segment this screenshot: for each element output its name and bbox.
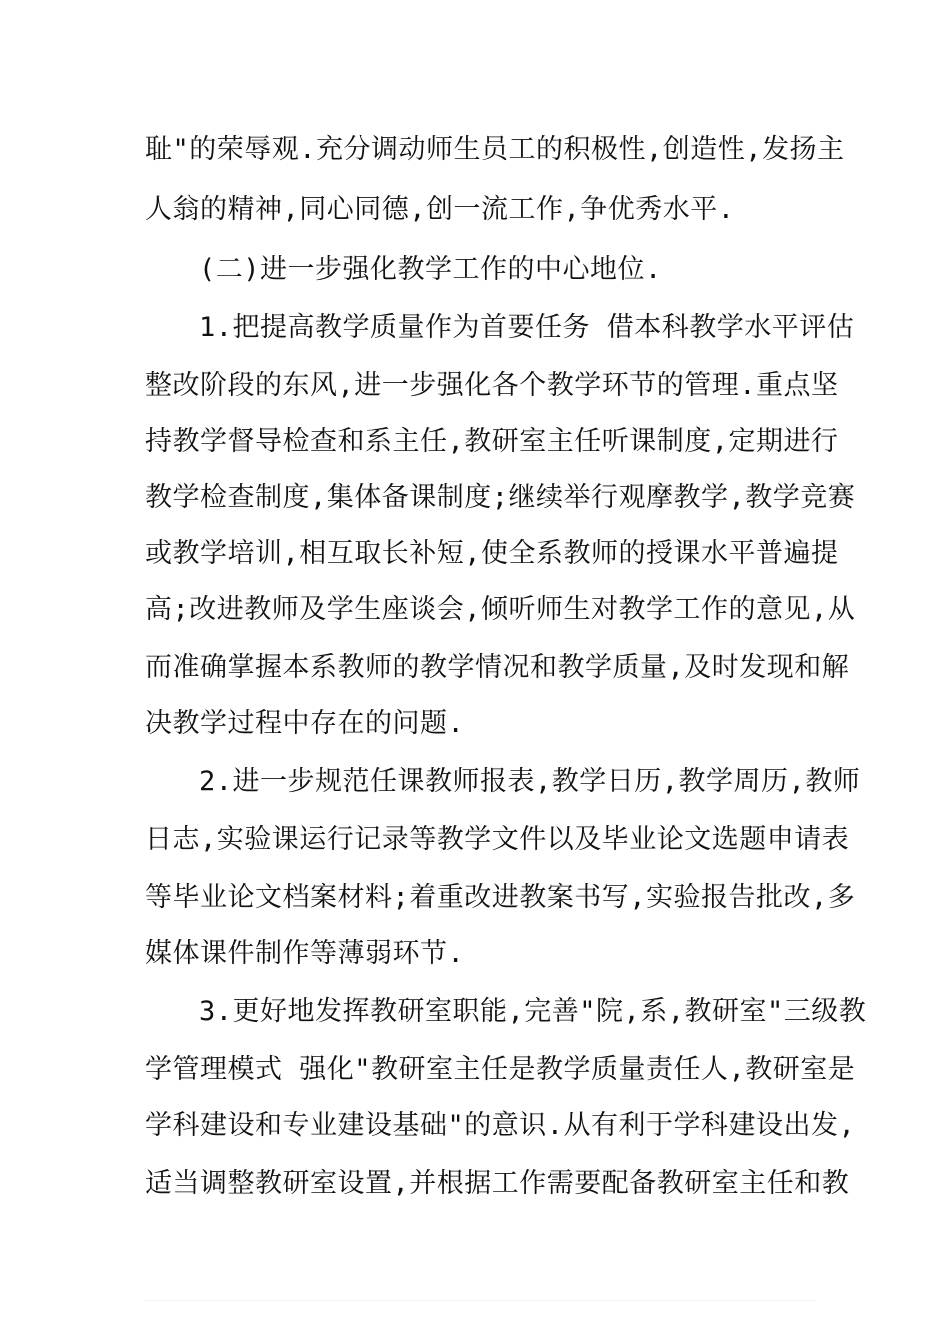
- text-line: 日志,实验课运行记录等教学文件以及毕业论文选题申请表: [145, 824, 850, 855]
- text-line: 媒体课件制作等薄弱环节.: [145, 938, 465, 969]
- text-line: 等毕业论文档案材料;着重改进教案书写,实验报告批改,多: [145, 882, 856, 913]
- paragraph-3-start: 3.更好地发挥教研室职能,完善"院,系,教研室"三级教: [199, 996, 867, 1027]
- text-line: 耻"的荣辱观.充分调动师生员工的积极性,创造性,发扬主: [145, 134, 845, 165]
- paragraph-1-start: 1.把提高教学质量作为首要任务 借本科教学水平评估: [199, 312, 855, 343]
- paragraph-2-start: 2.进一步规范任课教师报表,教学日历,教学周历,教师: [199, 766, 861, 797]
- text-line: 学科建设和专业建设基础"的意识.从有利于学科建设出发,: [145, 1110, 856, 1141]
- text-line: 学管理模式 强化"教研室主任是教学质量责任人,教研室是: [145, 1054, 856, 1085]
- text-line: 人翁的精神,同心同德,创一流工作,争优秀水平.: [145, 194, 735, 225]
- text-line: 而准确掌握本系教师的教学情况和教学质量,及时发现和解: [145, 652, 850, 683]
- text-line: 适当调整教研室设置,并根据工作需要配备教研室主任和教: [145, 1168, 850, 1199]
- section-heading: (二)进一步强化教学工作的中心地位.: [199, 254, 662, 285]
- text-line: 整改阶段的东风,进一步强化各个教学环节的管理.重点坚: [145, 370, 839, 401]
- page-footer-divider: [145, 1300, 815, 1302]
- text-line: 或教学培训,相互取长补短,使全系教师的授课水平普遍提: [145, 538, 839, 569]
- text-line: 高;改进教师及学生座谈会,倾听师生对教学工作的意见,从: [145, 594, 856, 625]
- text-line: 教学检查制度,集体备课制度;继续举行观摩教学,教学竞赛: [145, 482, 856, 513]
- text-line: 决教学过程中存在的问题.: [145, 708, 465, 739]
- text-line: 持教学督导检查和系主任,教研室主任听课制度,定期进行: [145, 426, 839, 457]
